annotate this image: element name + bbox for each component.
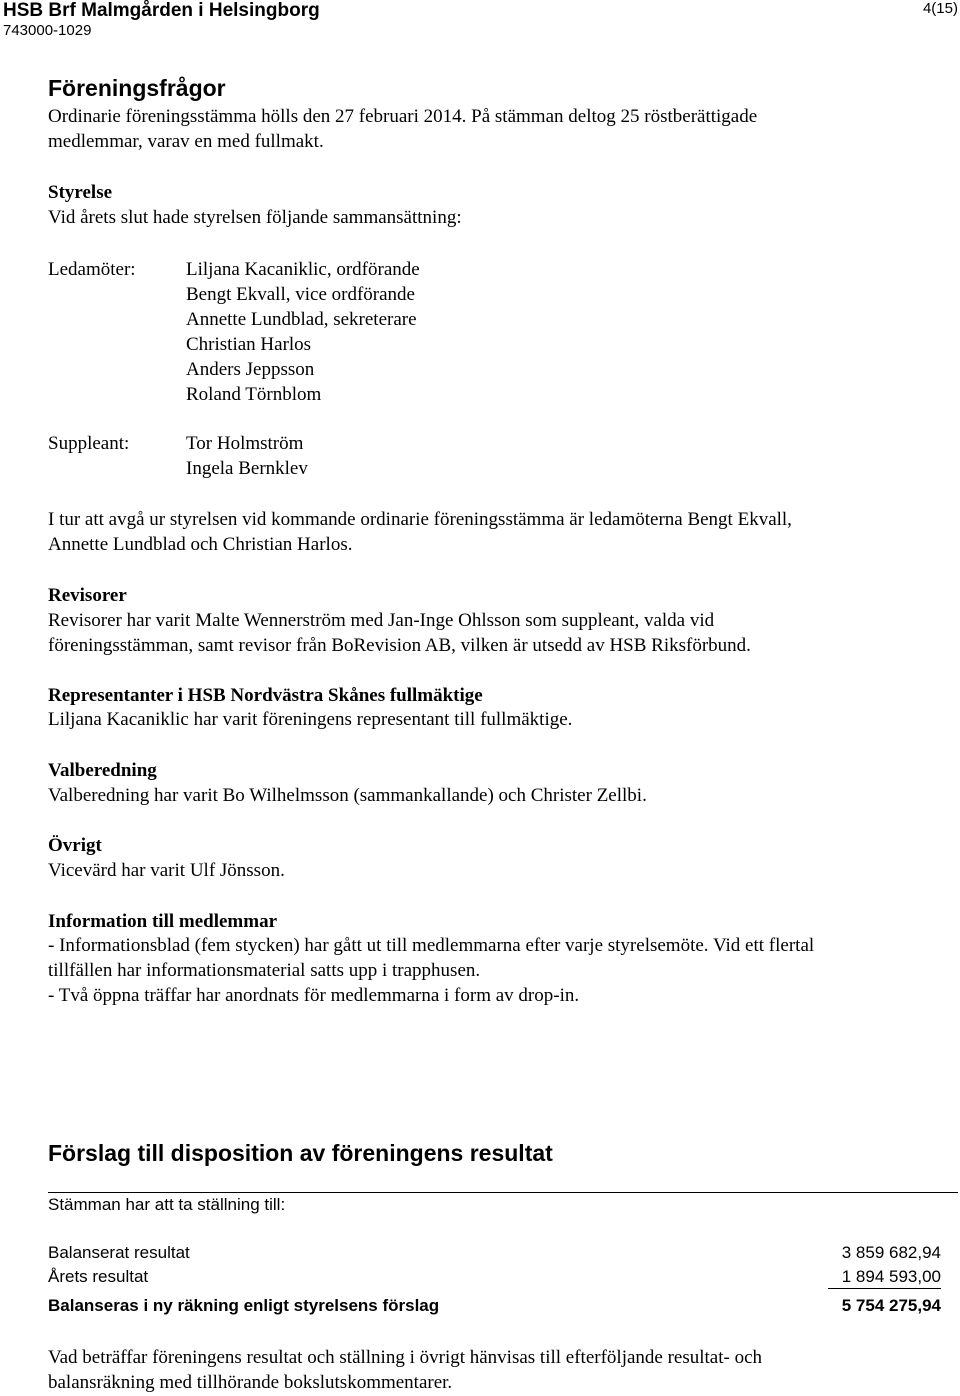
paragraph-line: Ordinarie föreningsstämma hölls den 27 februari 2014. På stämman deltog 25 röstberättigade [48, 106, 758, 127]
valberedning-text: Valberedning har varit Bo Wilhelmsson (sammankallande) och Christer Zellbi. [48, 785, 647, 806]
paragraph-line: - Två öppna träffar har anordnats för medlemmarna i form av drop-in. [48, 985, 580, 1006]
result-value: 3 859 682,94 [841, 1243, 941, 1262]
board-member: Liljana Kacaniklic, ordförande [186, 259, 420, 280]
ledamoter-label: Ledamöter: [48, 259, 136, 280]
result-label: Balanseras i ny räkning enligt styrelsens förslag [48, 1296, 440, 1315]
section-title-valberedning: Valberedning [48, 760, 157, 781]
board-member: Roland Törnblom [186, 384, 322, 405]
ovrigt-text: Vicevärd har varit Ulf Jönsson. [48, 860, 285, 881]
organization-name: HSB Brf Malmgården i Helsingborg [3, 0, 320, 21]
forslag-closing-text [48, 1345, 762, 1395]
result-value: 5 754 275,94 [841, 1296, 941, 1315]
result-value: 1 894 593,00 [828, 1266, 941, 1289]
paragraph-line: balansräkning med tillhörande bokslutskommentarer. [48, 1372, 453, 1393]
forslag-subtitle: Stämman har att ta ställning till: [48, 1195, 286, 1214]
organization-number: 743000-1029 [3, 22, 92, 39]
section-title-ovrigt: Övrigt [48, 835, 102, 856]
paragraph-line: medlemmar, varav en med fullmakt. [48, 131, 324, 152]
section-divider [48, 1192, 958, 1193]
result-label: Balanserat resultat [48, 1243, 190, 1262]
page-number: 4(15) [922, 0, 958, 17]
styrelse-intro: Vid årets slut hade styrelsen följande sammansättning: [48, 207, 462, 228]
board-substitute: Ingela Bernklev [186, 458, 308, 479]
result-row-balanserat [48, 1242, 941, 1264]
paragraph-line: Annette Lundblad och Christian Harlos. [48, 534, 353, 555]
result-row-total [48, 1295, 941, 1317]
information-text [48, 933, 814, 1008]
paragraph-line: - Informationsblad (fem stycken) har gått ut till medlemmarna efter varje styrelsemöte. Vid ett flertal [48, 935, 815, 956]
section-title-styrelse: Styrelse [48, 182, 113, 203]
section-title-representanter: Representanter i HSB Nordvästra Skånes fullmäktige [48, 685, 483, 706]
suppleant-label: Suppleant: [48, 433, 130, 454]
styrelse-tur-text [48, 507, 792, 557]
board-member: Anders Jeppsson [186, 359, 315, 380]
board-member: Annette Lundblad, sekreterare [186, 309, 417, 330]
paragraph-line: I tur att avgå ur styrelsen vid kommande ordinarie föreningsstämma är ledamöterna Bengt Ekvall, [48, 509, 792, 530]
revisorer-text [48, 608, 751, 658]
foreningsfragor-text [48, 104, 757, 154]
representanter-text: Liljana Kacaniklic har varit föreningens representant till fullmäktige. [48, 709, 573, 730]
section-title-revisorer: Revisorer [48, 585, 127, 606]
board-substitute: Tor Holmström [186, 433, 304, 454]
paragraph-line: tillfällen har informationsmaterial satts upp i trapphusen. [48, 960, 481, 981]
board-member: Christian Harlos [186, 334, 312, 355]
ledamoter-list [186, 257, 420, 407]
paragraph-line: föreningsstämman, samt revisor från BoRevision AB, vilken är utsedd av HSB Riksförbund. [48, 635, 751, 656]
result-label: Årets resultat [48, 1267, 149, 1286]
suppleant-list [186, 431, 308, 481]
paragraph-line: Revisorer har varit Malte Wennerström med Jan-Inge Ohlsson som suppleant, valda vid [48, 610, 715, 631]
result-row-arets [48, 1266, 941, 1288]
section-title-forslag: Förslag till disposition av föreningens resultat [48, 1140, 553, 1166]
paragraph-line: Vad beträffar föreningens resultat och ställning i övrigt hänvisas till efterföljande resultat- och [48, 1347, 763, 1368]
board-member: Bengt Ekvall, vice ordförande [186, 284, 415, 305]
section-title-foreningsfragor: Föreningsfrågor [48, 75, 226, 101]
section-title-information: Information till medlemmar [48, 911, 278, 932]
